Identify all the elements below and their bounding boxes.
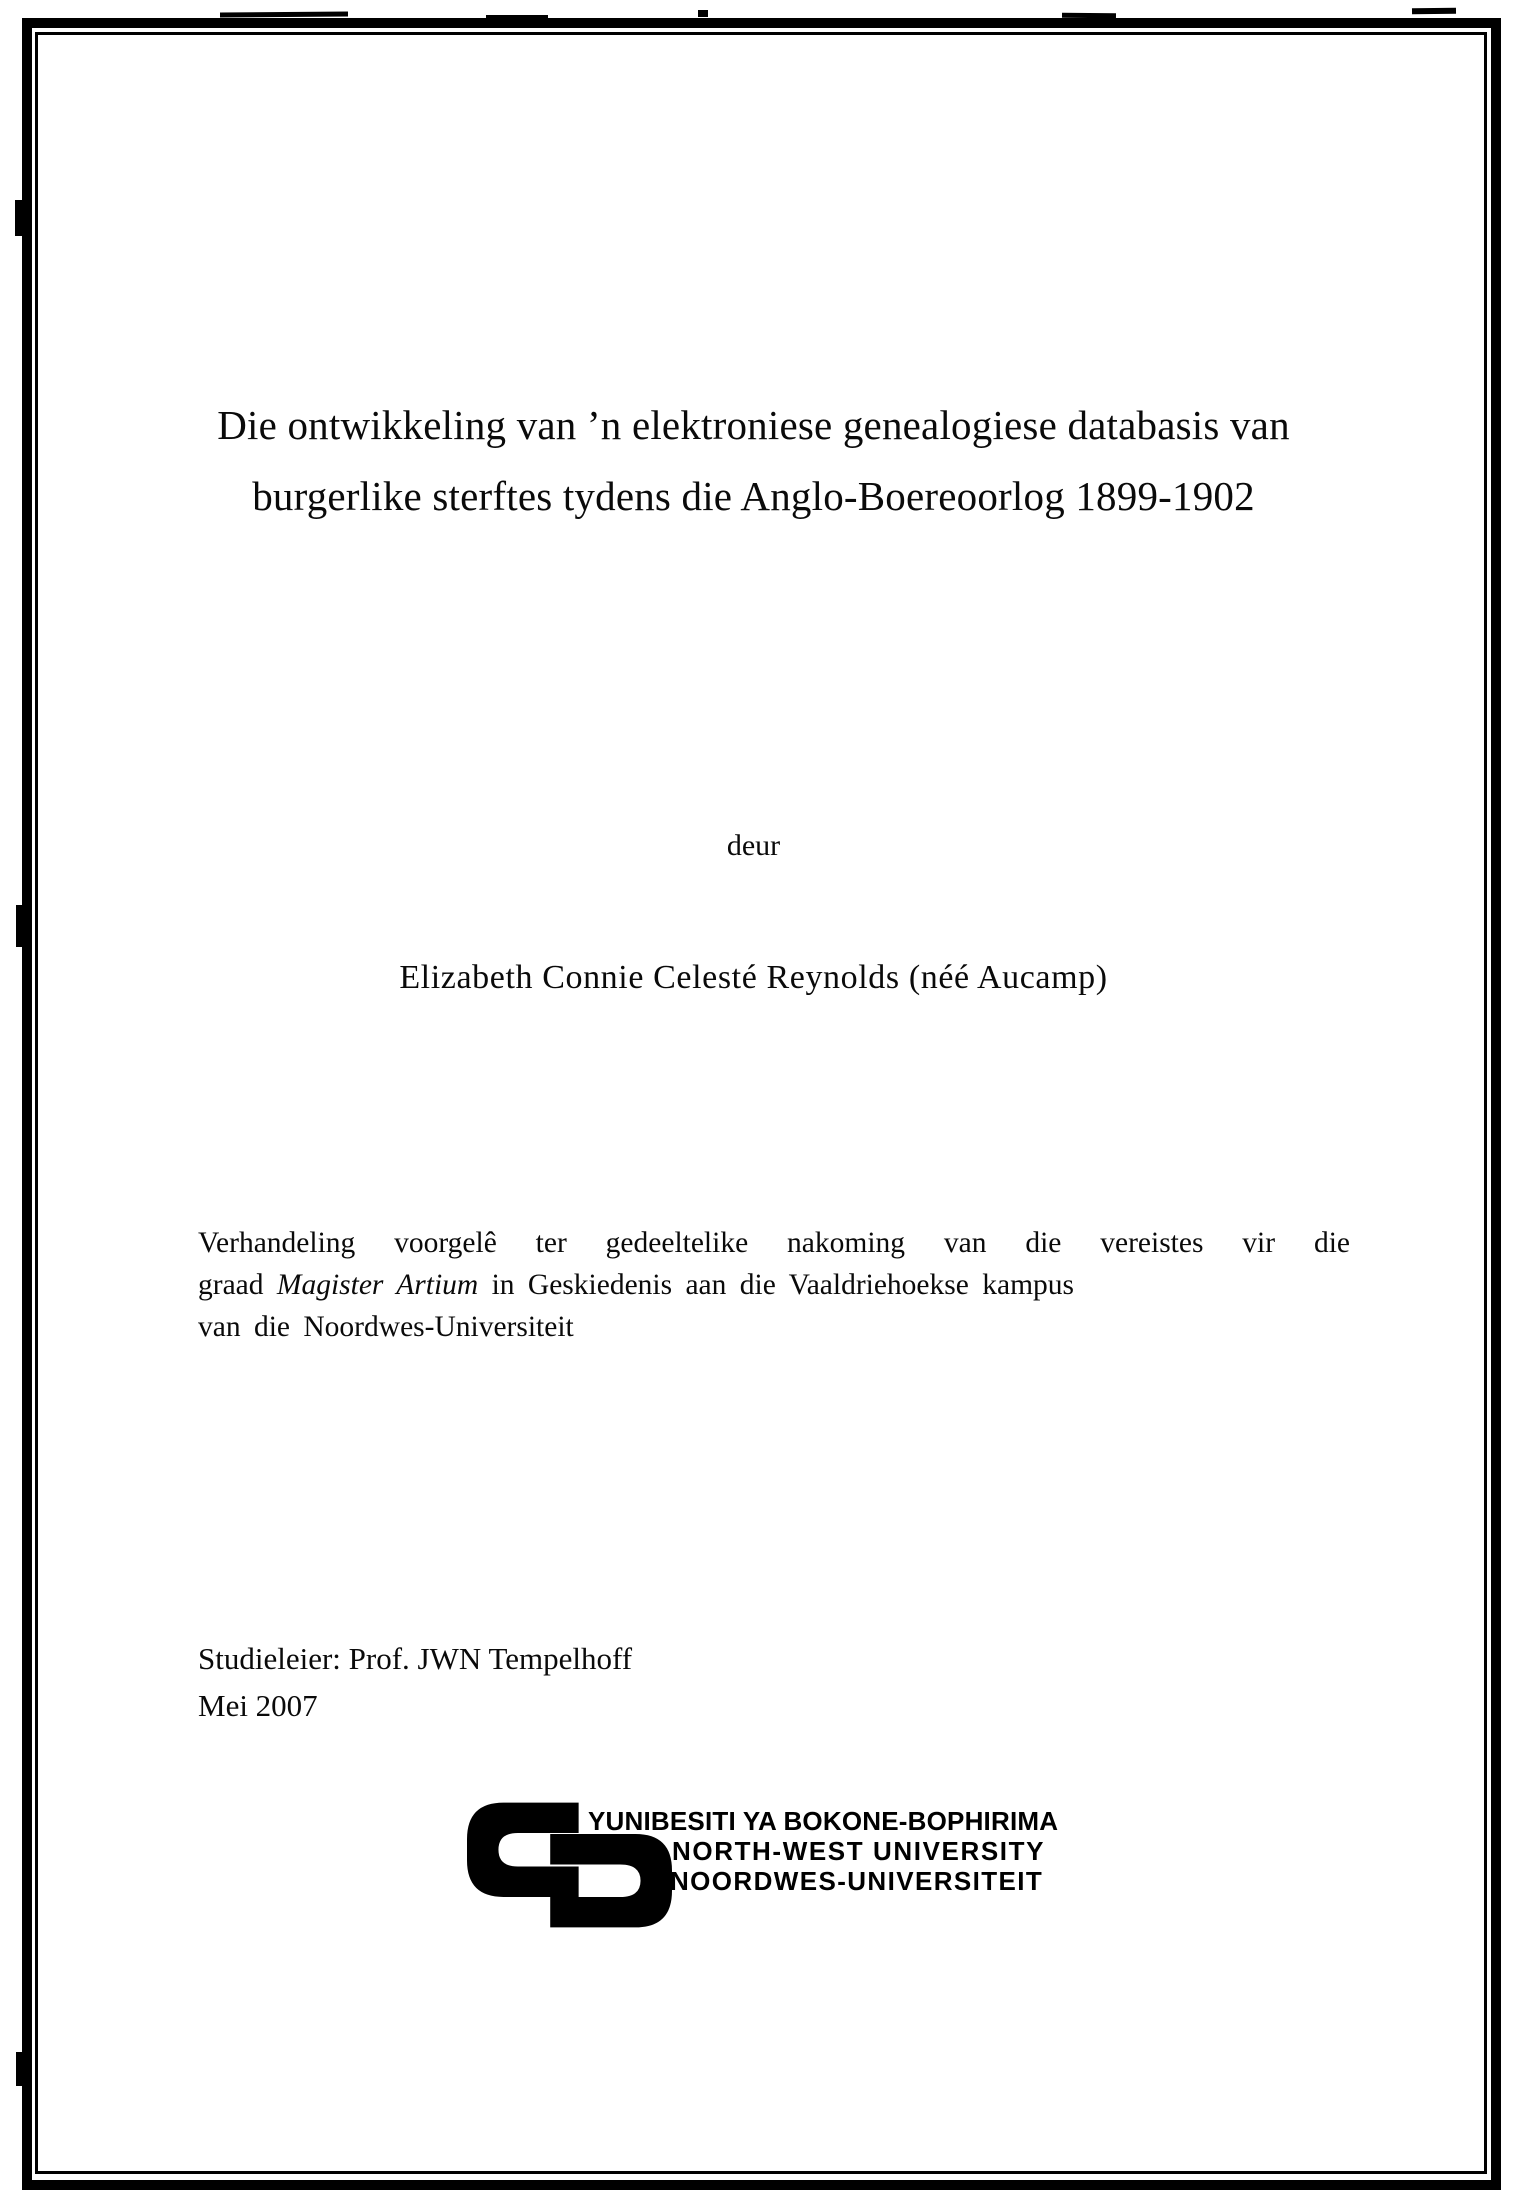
logo-text-english: NORTH-WEST UNIVERSITY xyxy=(672,1836,1046,1866)
date-line: Mei 2007 xyxy=(198,1688,318,1723)
scan-artifact xyxy=(1062,13,1116,18)
scan-artifact xyxy=(15,200,24,236)
statement-line2-pre: graad xyxy=(198,1269,277,1301)
thesis-title-line1: Die ontwikkeling van ’n elektroniese genealogiese databasis van xyxy=(217,402,1290,448)
scan-artifact xyxy=(16,2052,25,2086)
thesis-title xyxy=(70,390,1437,532)
logo-text-afrikaans: NOORDWES-UNIVERSITEIT xyxy=(670,1866,1044,1896)
statement-line2-post: in Geskiedenis aan die Vaaldriehoekse kampus xyxy=(478,1269,1074,1301)
degree-name: Magister Artium xyxy=(276,1269,479,1301)
university-logo xyxy=(467,1798,1107,1938)
scan-artifact xyxy=(1412,8,1456,14)
statement-line2 xyxy=(198,1264,1350,1306)
scan-artifact xyxy=(486,15,548,19)
byline: deur xyxy=(726,829,781,862)
supervisor-block xyxy=(198,1635,632,1729)
supervisor-line: Studieleier: Prof. JWN Tempelhoff xyxy=(198,1641,633,1676)
statement-line1: Verhandeling voorgelê ter gedeeltelike nakoming van die vereistes vir die xyxy=(198,1227,1350,1259)
scan-artifact xyxy=(698,10,708,17)
scan-artifact xyxy=(220,12,348,18)
submission-statement xyxy=(198,1222,1350,1348)
scan-artifact xyxy=(16,905,24,947)
logo-text-setswana: YUNIBESITI YA BOKONE-BOPHIRIMA xyxy=(588,1806,1059,1836)
statement-line3: van die Noordwes-Universiteit xyxy=(198,1311,574,1343)
author-name: Elizabeth Connie Celesté Reynolds (néé Aucamp) xyxy=(399,959,1108,996)
thesis-title-line2: burgerlike sterftes tydens die Anglo-Boereoorlog 1899-1902 xyxy=(252,473,1255,519)
